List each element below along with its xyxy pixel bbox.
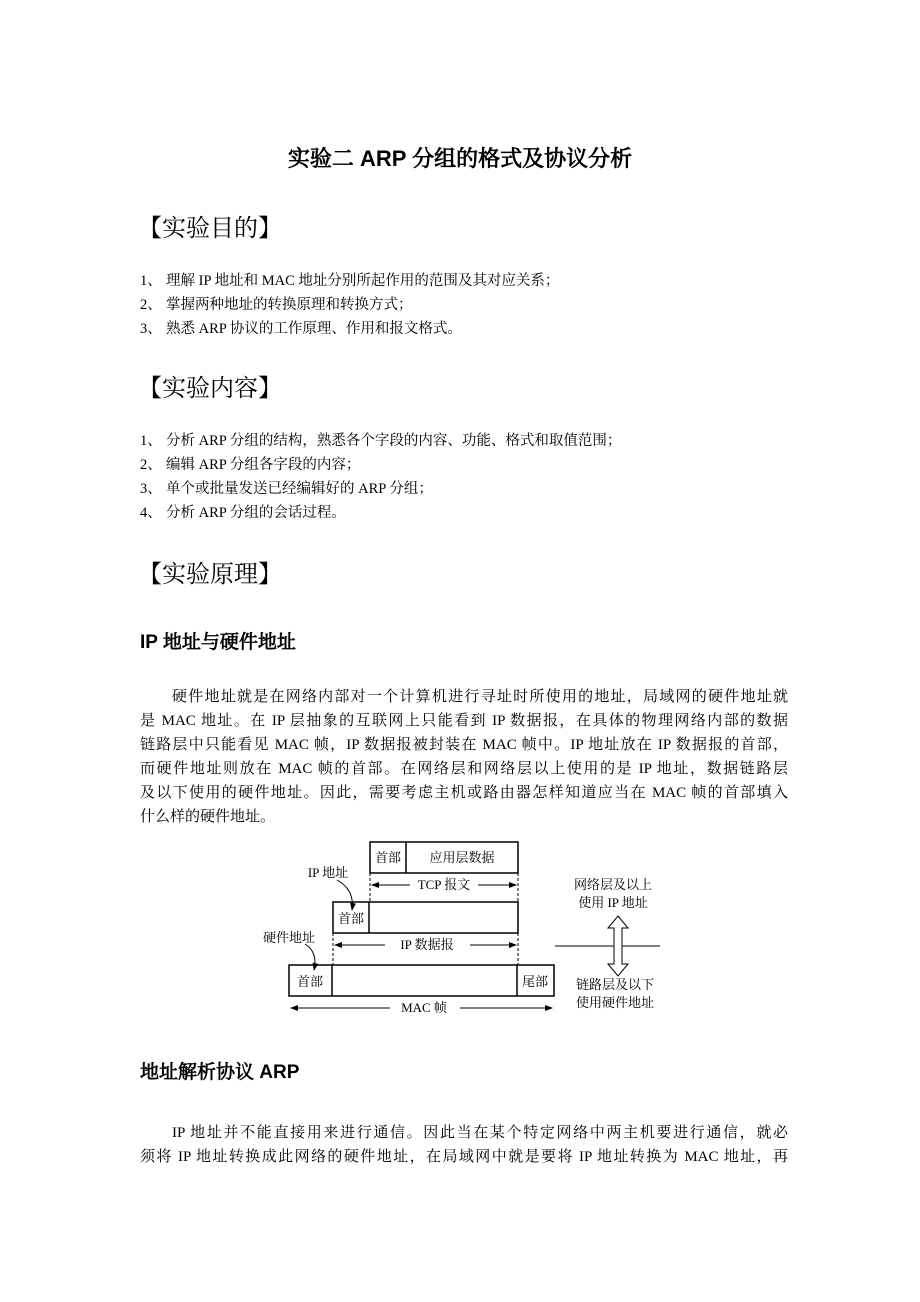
mac-frame-box (289, 965, 554, 996)
svg-text:TCP 报文: TCP 报文 (417, 877, 471, 892)
svg-text:使用硬件地址: 使用硬件地址 (575, 995, 655, 1010)
svg-text:IP 数据报: IP 数据报 (400, 937, 454, 952)
svg-text:MAC 帧: MAC 帧 (401, 1000, 447, 1015)
list-item: 2、 掌握两种地址的转换原理和转换方式； (140, 297, 413, 313)
list-item: 3、 熟悉 ARP 协议的工作原理、作用和报文格式。 (140, 321, 462, 337)
section-heading-content: 【实验内容】 (138, 375, 282, 402)
svg-text:首部: 首部 (374, 850, 402, 865)
paragraph-arp: IP 地址并不能直接用来进行通信。因此当在某个特定网络中两主机要进行通信，就必 须将 IP 地址转换成此网络的硬件地址，在局域网中就是要将 IP 地址转换为 MAC 地址，再 (140, 1125, 788, 1165)
page-title: 实验二 ARP 分组的格式及协议分析 (287, 146, 633, 171)
section-heading-purpose: 【实验目的】 (138, 215, 282, 242)
svg-text:硬件地址: 硬件地址 (262, 930, 316, 945)
subheading-ip-hw-address: IP 地址与硬件地址 (140, 632, 296, 653)
list-item: 1、 分析 ARP 分组的结构，熟悉各个字段的内容、功能、格式和取值范围； (140, 433, 622, 449)
svg-text:尾部: 尾部 (521, 974, 549, 989)
list-item: 2、 编辑 ARP 分组各字段的内容； (140, 457, 361, 473)
svg-text:网络层及以上: 网络层及以上 (573, 877, 653, 892)
svg-text:首部: 首部 (296, 974, 324, 989)
svg-text:链路层及以下: 链路层及以下 (575, 977, 655, 992)
paragraph-ip-hw-address: 硬件地址就是在网络内部对一个计算机进行寻址时所使用的地址，局域网的硬件地址就 是 MAC 地址。在 IP 层抽象的互联网上只能看到 IP 数据报，在具体的物理网络内部的数据 链路层中只能看见 MAC 帧，IP 数据报被封装在 MAC 帧中。IP 地址放在 IP 数据报的首部， 而硬件地址则放在 MAC 帧的首部。在网络层和网络层以上使用的是 IP 地址，数据链路层 及以下使用的硬件地址。因此，需要考虑主机或路由器怎样知道应当在 MAC 帧的首部填入 什么样的硬件地址。 (140, 689, 788, 825)
svg-text:应用层数据: 应用层数据 (429, 850, 495, 865)
svg-text:IP 地址: IP 地址 (307, 865, 349, 880)
section-heading-principle: 【实验原理】 (138, 561, 282, 588)
svg-text:使用 IP 地址: 使用 IP 地址 (578, 895, 648, 910)
svg-text:首部: 首部 (337, 911, 365, 926)
list-item: 4、 分析 ARP 分组的会话过程。 (140, 505, 346, 521)
list-item: 1、 理解 IP 地址和 MAC 地址分别所起作用的范围及其对应关系； (140, 273, 560, 289)
subheading-arp: 地址解析协议 ARP (140, 1062, 300, 1083)
list-item: 3、 单个或批量发送已经编辑好的 ARP 分组； (140, 481, 433, 497)
